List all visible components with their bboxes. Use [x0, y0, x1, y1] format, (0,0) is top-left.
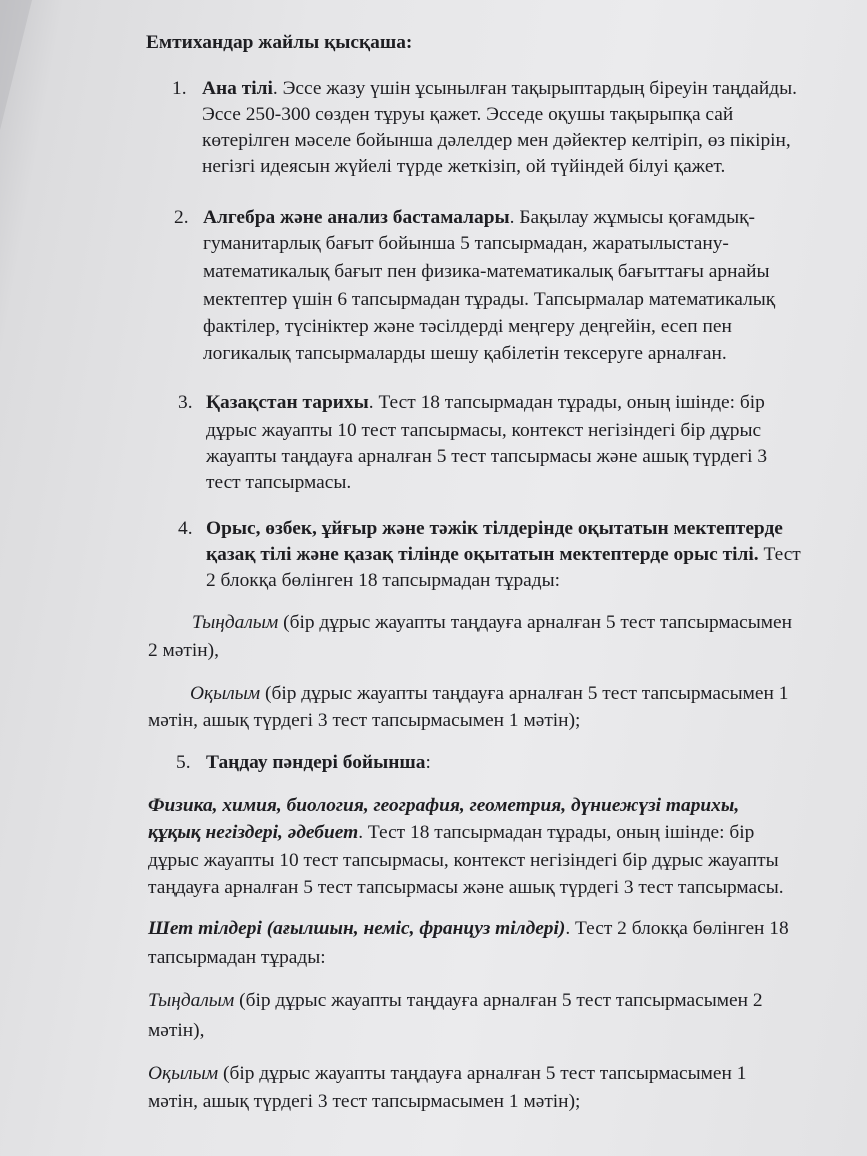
foreign-languages-line-2: тапсырмадан тұрады: — [148, 947, 326, 968]
item-3-line-4: тест тапсырмасы. — [206, 472, 352, 493]
item-5-line-1 — [206, 752, 431, 774]
item-2-line-6: логикалық тапсырмаларды шешу қабілетін тексеруге арналған. — [203, 343, 727, 364]
item-5-lead: Таңдау пәндері бойынша — [206, 752, 426, 773]
item-3-line-1 — [206, 392, 765, 414]
elective-line-4: таңдауға арналған 5 тест тапсырмасы және ашық түрдегі 3 тест тапсырмасы. — [148, 877, 784, 898]
item-4-line-1: Орыс, өзбек, ұйғыр және тәжік тілдерінде оқытатын мектептерде — [206, 518, 783, 539]
foreign-reading-text: (бір дұрыс жауапты таңдауға арналған 5 тест тапсырмасымен 1 — [218, 1063, 747, 1084]
item-4-line-3: 2 блокқа бөлінген 18 тапсырмадан тұрады: — [206, 570, 561, 591]
item-3-line-3: жауапты таңдауға арналған 5 тест тапсырмасы және ашық түрдегі 3 — [206, 446, 768, 467]
elective-subjects-line-2 — [148, 822, 754, 844]
item-1-line-1 — [202, 78, 797, 100]
item-4-listening — [192, 612, 792, 634]
item-4-number: 4. — [178, 518, 193, 539]
foreign-languages-tail: . Тест 2 блокқа бөлінген 18 — [565, 918, 789, 939]
foreign-reading-label: Оқылым — [148, 1063, 219, 1084]
item-2-number: 2. — [174, 207, 189, 228]
item-4-line-2 — [206, 544, 801, 566]
item-1-lead: Ана тілі — [202, 78, 273, 99]
page-title: Емтихандар жайлы қысқаша: — [146, 32, 413, 53]
item-5-number: 5. — [176, 752, 191, 773]
item-2-line-4: мектептер үшін 6 тапсырмадан тұрады. Тапсырмалар математикалық — [203, 289, 776, 310]
item-5-tail: : — [425, 752, 431, 773]
item-2-line-3: математикалық бағыт пен физика-математикалық бағыттағы арнайы — [203, 261, 770, 282]
item-1-line-2: Эссе 250-300 сөзден тұруы қажет. Эсседе оқушы тақырыпқа сай — [202, 104, 734, 125]
page-shadow — [0, 0, 32, 130]
item-2-lead: Алгебра және анализ бастамалары — [203, 207, 510, 228]
item-4-text-2: Тест — [758, 544, 801, 565]
elective-subjects-label-2: құқық негіздері, әдебиет — [148, 822, 359, 843]
item-1-line-4: негізгі идеясын жүйелі түрде жеткізіп, ой түйіндей білуі қажет. — [202, 156, 726, 177]
foreign-reading-cont: мәтін, ашық түрдегі 3 тест тапсырмасымен 1 мәтін); — [148, 1091, 581, 1112]
item-2-line-1 — [203, 207, 755, 229]
item-3-lead: Қазақстан тарихы — [206, 392, 369, 413]
foreign-languages-label: Шет тілдері (ағылшын, неміс, француз тілдері) — [148, 918, 566, 939]
item-4-reading-text: (бір дұрыс жауапты таңдауға арналған 5 тест тапсырмасымен 1 — [260, 683, 789, 704]
item-3-line-2: дұрыс жауапты 10 тест тапсырмасы, контекст негізіндегі бір дұрыс — [206, 420, 762, 441]
item-4-reading-label: Оқылым — [190, 683, 261, 704]
item-4-reading-cont: мәтін, ашық түрдегі 3 тест тапсырмасымен 1 мәтін); — [148, 710, 581, 731]
elective-subjects-line-1: Физика, химия, биология, география, геометрия, дүниежүзі тарихы, — [148, 795, 740, 816]
foreign-listening-text: (бір дұрыс жауапты таңдауға арналған 5 тест тапсырмасымен 2 — [234, 990, 763, 1011]
item-1-text-1: . Эссе жазу үшін ұсынылған тақырыптардың біреуін таңдайды. — [272, 78, 797, 99]
item-3-number: 3. — [178, 392, 193, 413]
item-4-lead-2: қазақ тілі және қазақ тілінде оқытатын мектептерде орыс тілі. — [206, 544, 759, 565]
foreign-listening-cont: мәтін), — [148, 1020, 205, 1041]
item-4-listening-cont: 2 мәтін), — [148, 640, 219, 661]
item-4-listening-text: (бір дұрыс жауапты таңдауға арналған 5 тест тапсырмасымен — [278, 612, 793, 633]
elective-line-3: дұрыс жауапты 10 тест тапсырмасы, контекст негізіндегі бір дұрыс жауапты — [148, 850, 779, 871]
foreign-reading — [148, 1063, 746, 1085]
item-2-text-1: . Бақылау жұмысы қоғамдық- — [509, 207, 755, 228]
item-4-reading — [190, 683, 788, 705]
foreign-languages-line-1 — [148, 918, 789, 940]
elective-subjects-tail: . Тест 18 тапсырмадан тұрады, оның ішінде: бір — [358, 822, 755, 843]
item-4-listening-label: Тыңдалым — [192, 612, 279, 633]
foreign-listening — [148, 990, 763, 1012]
foreign-listening-label: Тыңдалым — [148, 990, 235, 1011]
item-2-line-2: гуманитарлық бағыт бойынша 5 тапсырмадан, жаратылыстану- — [203, 233, 729, 254]
item-2-line-5: фактілер, түсініктер және тәсілдерді меңгеру деңгейін, есеп пен — [203, 316, 732, 337]
item-1-number: 1. — [172, 78, 187, 99]
item-3-text-1: . Тест 18 тапсырмадан тұрады, оның ішінде: бір — [368, 392, 765, 413]
item-1-line-3: көтерілген мәселе бойынша дәлелдер мен дәйектер келтіріп, өз пікірін, — [202, 130, 791, 151]
